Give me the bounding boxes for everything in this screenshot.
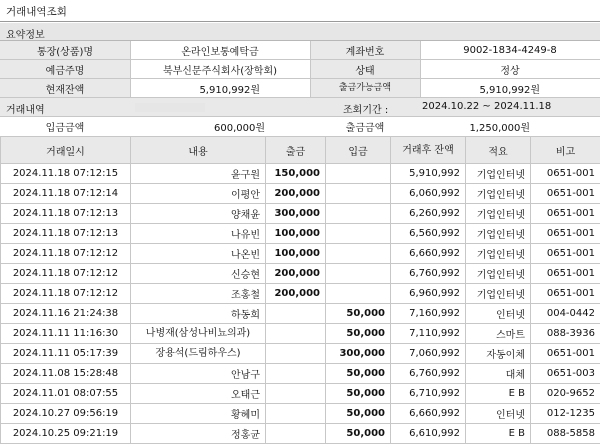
table-cell-desc: 신승현 bbox=[131, 264, 266, 284]
table-cell-deposit: 50,000 bbox=[326, 404, 391, 424]
table-cell-date: 2024.11.18 07:12:13 bbox=[1, 204, 131, 224]
table-row[interactable] bbox=[1, 344, 600, 364]
table-row[interactable] bbox=[1, 204, 600, 224]
col-header-balance[interactable]: 거래후 잔액 bbox=[391, 137, 466, 164]
balance-value: 5,910,992원 bbox=[130, 79, 310, 98]
table-cell-desc: 장용석(드림하우스) bbox=[131, 344, 266, 364]
table-cell-withdraw bbox=[266, 324, 326, 344]
summary-section-header bbox=[0, 23, 600, 41]
table-cell-note: 0651-001 bbox=[531, 284, 600, 304]
table-cell-date: 2024.11.18 07:12:12 bbox=[1, 264, 131, 284]
deposit-total-value: 600,000원 bbox=[130, 117, 310, 136]
table-row[interactable] bbox=[1, 404, 600, 424]
table-cell-memo: E B bbox=[466, 384, 531, 404]
col-header-withdraw[interactable]: 출금 bbox=[266, 137, 326, 164]
table-row[interactable] bbox=[1, 244, 600, 264]
summary-grid bbox=[0, 41, 600, 98]
table-cell-deposit bbox=[326, 244, 391, 264]
table-cell-deposit: 50,000 bbox=[326, 364, 391, 384]
table-cell-note: 0651-001 bbox=[531, 264, 600, 284]
table-cell-memo: 기업인터넷 bbox=[466, 184, 531, 204]
table-cell-deposit bbox=[326, 224, 391, 244]
table-cell-note: 012-1235 bbox=[531, 404, 600, 424]
table-row[interactable] bbox=[1, 284, 600, 304]
table-cell-balance: 6,710,992 bbox=[391, 384, 466, 404]
table-cell-balance: 6,660,992 bbox=[391, 404, 466, 424]
table-cell-balance: 7,060,992 bbox=[391, 344, 466, 364]
table-cell-note: 0651-001 bbox=[531, 224, 600, 244]
table-cell-deposit bbox=[326, 204, 391, 224]
balance-label: 현재잔액 bbox=[0, 79, 130, 98]
withdraw-total-label: 출금금액 bbox=[310, 117, 420, 136]
table-cell-balance: 5,910,992 bbox=[391, 164, 466, 184]
account-no-label: 계좌번호 bbox=[310, 41, 420, 60]
table-cell-date: 2024.10.27 09:56:19 bbox=[1, 404, 131, 424]
table-cell-date: 2024.11.18 07:12:14 bbox=[1, 184, 131, 204]
period-label: 조회기간 : bbox=[343, 101, 388, 116]
table-cell-date: 2024.11.16 21:24:38 bbox=[1, 304, 131, 324]
table-cell-memo: E B bbox=[466, 424, 531, 444]
table-cell-date: 2024.11.18 07:12:12 bbox=[1, 244, 131, 264]
table-cell-withdraw bbox=[266, 344, 326, 364]
table-cell-note: 088-3936 bbox=[531, 324, 600, 344]
history-header-row bbox=[0, 98, 600, 117]
table-cell-balance: 6,660,992 bbox=[391, 244, 466, 264]
table-cell-note: 088-5858 bbox=[531, 424, 600, 444]
table-cell-withdraw: 100,000 bbox=[266, 224, 326, 244]
table-cell-balance: 6,060,992 bbox=[391, 184, 466, 204]
table-cell-memo: 기업인터넷 bbox=[466, 224, 531, 244]
table-cell-withdraw: 150,000 bbox=[266, 164, 326, 184]
table-cell-desc: 오태근 bbox=[131, 384, 266, 404]
table-cell-withdraw bbox=[266, 364, 326, 384]
col-header-note[interactable]: 비고 bbox=[531, 137, 600, 164]
withdrawable-value: 5,910,992원 bbox=[420, 79, 600, 98]
table-cell-deposit: 50,000 bbox=[326, 324, 391, 344]
table-cell-withdraw bbox=[266, 404, 326, 424]
table-cell-balance: 6,760,992 bbox=[391, 264, 466, 284]
table-row[interactable] bbox=[1, 164, 600, 184]
table-cell-note: 0651-001 bbox=[531, 184, 600, 204]
table-cell-deposit bbox=[326, 184, 391, 204]
table-cell-memo: 인터넷 bbox=[466, 404, 531, 424]
table-cell-memo: 기업인터넷 bbox=[466, 204, 531, 224]
table-cell-note: 0651-001 bbox=[531, 164, 600, 184]
table-cell-note: 0651-001 bbox=[531, 244, 600, 264]
table-cell-date: 2024.11.01 08:07:55 bbox=[1, 384, 131, 404]
status-label: 상태 bbox=[310, 60, 420, 79]
account-name-label: 통장(상품)명 bbox=[0, 41, 130, 60]
table-cell-date: 2024.11.18 07:12:12 bbox=[1, 284, 131, 304]
table-cell-withdraw: 300,000 bbox=[266, 204, 326, 224]
window-title: 거래내역조회 bbox=[6, 4, 67, 19]
table-row[interactable] bbox=[1, 424, 600, 444]
account-no-value: 9002-1834-4249-8 bbox=[420, 41, 600, 60]
table-cell-desc: 양채윤 bbox=[131, 204, 266, 224]
table-cell-deposit bbox=[326, 164, 391, 184]
history-section-title: 거래내역 bbox=[6, 101, 45, 116]
table-cell-date: 2024.11.18 07:12:15 bbox=[1, 164, 131, 184]
table-cell-desc: 나유빈 bbox=[131, 224, 266, 244]
table-cell-memo: 기업인터넷 bbox=[466, 264, 531, 284]
table-cell-balance: 6,760,992 bbox=[391, 364, 466, 384]
table-cell-withdraw: 200,000 bbox=[266, 284, 326, 304]
table-row[interactable] bbox=[1, 264, 600, 284]
table-cell-memo: 기업인터넷 bbox=[466, 284, 531, 304]
table-cell-deposit: 50,000 bbox=[326, 304, 391, 324]
table-row[interactable] bbox=[1, 324, 600, 344]
table-cell-note: 0651-003 bbox=[531, 364, 600, 384]
table-cell-date: 2024.11.08 15:28:48 bbox=[1, 364, 131, 384]
table-cell-note: 020-9652 bbox=[531, 384, 600, 404]
period-value: 2024.10.22 ~ 2024.11.18 bbox=[422, 101, 551, 112]
table-row[interactable] bbox=[1, 184, 600, 204]
totals-row bbox=[0, 117, 600, 136]
table-cell-withdraw: 200,000 bbox=[266, 264, 326, 284]
table-cell-desc: 이평안 bbox=[131, 184, 266, 204]
table-cell-desc: 윤구원 bbox=[131, 164, 266, 184]
table-cell-desc: 조홍철 bbox=[131, 284, 266, 304]
table-cell-withdraw bbox=[266, 384, 326, 404]
table-cell-balance: 7,160,992 bbox=[391, 304, 466, 324]
table-header-row bbox=[1, 137, 600, 164]
table-cell-date: 2024.11.11 05:17:39 bbox=[1, 344, 131, 364]
summary-section-title: 요약정보 bbox=[6, 26, 45, 41]
table-cell-balance: 7,110,992 bbox=[391, 324, 466, 344]
table-row[interactable] bbox=[1, 384, 600, 404]
table-cell-desc: 황혜미 bbox=[131, 404, 266, 424]
deposit-total-label: 입금금액 bbox=[0, 117, 130, 136]
table-cell-desc: 안남구 bbox=[131, 364, 266, 384]
table-cell-balance: 6,960,992 bbox=[391, 284, 466, 304]
table-cell-date: 2024.11.11 11:16:30 bbox=[1, 324, 131, 344]
table-cell-deposit: 50,000 bbox=[326, 384, 391, 404]
account-name-value: 온라인보통예탁금 bbox=[130, 41, 310, 60]
status-value: 정상 bbox=[420, 60, 600, 79]
col-header-memo[interactable]: 적요 bbox=[466, 137, 531, 164]
table-cell-note: 0651-001 bbox=[531, 204, 600, 224]
holder-label: 예금주명 bbox=[0, 60, 130, 79]
table-cell-desc: 나병재(삼성나비뇨의과) bbox=[131, 324, 266, 344]
table-row[interactable] bbox=[1, 224, 600, 244]
table-cell-withdraw: 100,000 bbox=[266, 244, 326, 264]
transaction-table bbox=[0, 136, 600, 444]
withdrawable-label: 출금가능금액 bbox=[310, 79, 420, 98]
table-cell-withdraw bbox=[266, 424, 326, 444]
table-cell-memo: 인터넷 bbox=[466, 304, 531, 324]
withdraw-total-value: 1,250,000원 bbox=[420, 117, 600, 136]
redacted-field bbox=[135, 103, 205, 112]
table-cell-desc: 하동희 bbox=[131, 304, 266, 324]
table-cell-memo: 기업인터넷 bbox=[466, 164, 531, 184]
table-cell-memo: 자동이체 bbox=[466, 344, 531, 364]
table-cell-balance: 6,260,992 bbox=[391, 204, 466, 224]
table-cell-balance: 6,560,992 bbox=[391, 224, 466, 244]
window-title-bar bbox=[0, 0, 600, 22]
table-cell-deposit: 50,000 bbox=[326, 424, 391, 444]
table-cell-date: 2024.10.25 09:21:19 bbox=[1, 424, 131, 444]
table-cell-desc: 정홍균 bbox=[131, 424, 266, 444]
holder-value: 북부신문주식회사(장학회) bbox=[130, 60, 310, 79]
table-cell-balance: 6,610,992 bbox=[391, 424, 466, 444]
col-header-date[interactable]: 거래일시 bbox=[1, 137, 131, 164]
table-cell-deposit bbox=[326, 284, 391, 304]
table-cell-memo: 스마트 bbox=[466, 324, 531, 344]
table-cell-withdraw: 200,000 bbox=[266, 184, 326, 204]
table-cell-withdraw bbox=[266, 304, 326, 324]
table-cell-memo: 기업인터넷 bbox=[466, 244, 531, 264]
table-row[interactable] bbox=[1, 364, 600, 384]
table-cell-desc: 나온빈 bbox=[131, 244, 266, 264]
table-cell-note: 004-0442 bbox=[531, 304, 600, 324]
table-cell-note: 0651-001 bbox=[531, 344, 600, 364]
col-header-deposit[interactable]: 입금 bbox=[326, 137, 391, 164]
table-row[interactable] bbox=[1, 304, 600, 324]
table-cell-memo: 대체 bbox=[466, 364, 531, 384]
table-cell-date: 2024.11.18 07:12:13 bbox=[1, 224, 131, 244]
table-cell-deposit bbox=[326, 264, 391, 284]
table-cell-deposit: 300,000 bbox=[326, 344, 391, 364]
col-header-desc[interactable]: 내용 bbox=[131, 137, 266, 164]
